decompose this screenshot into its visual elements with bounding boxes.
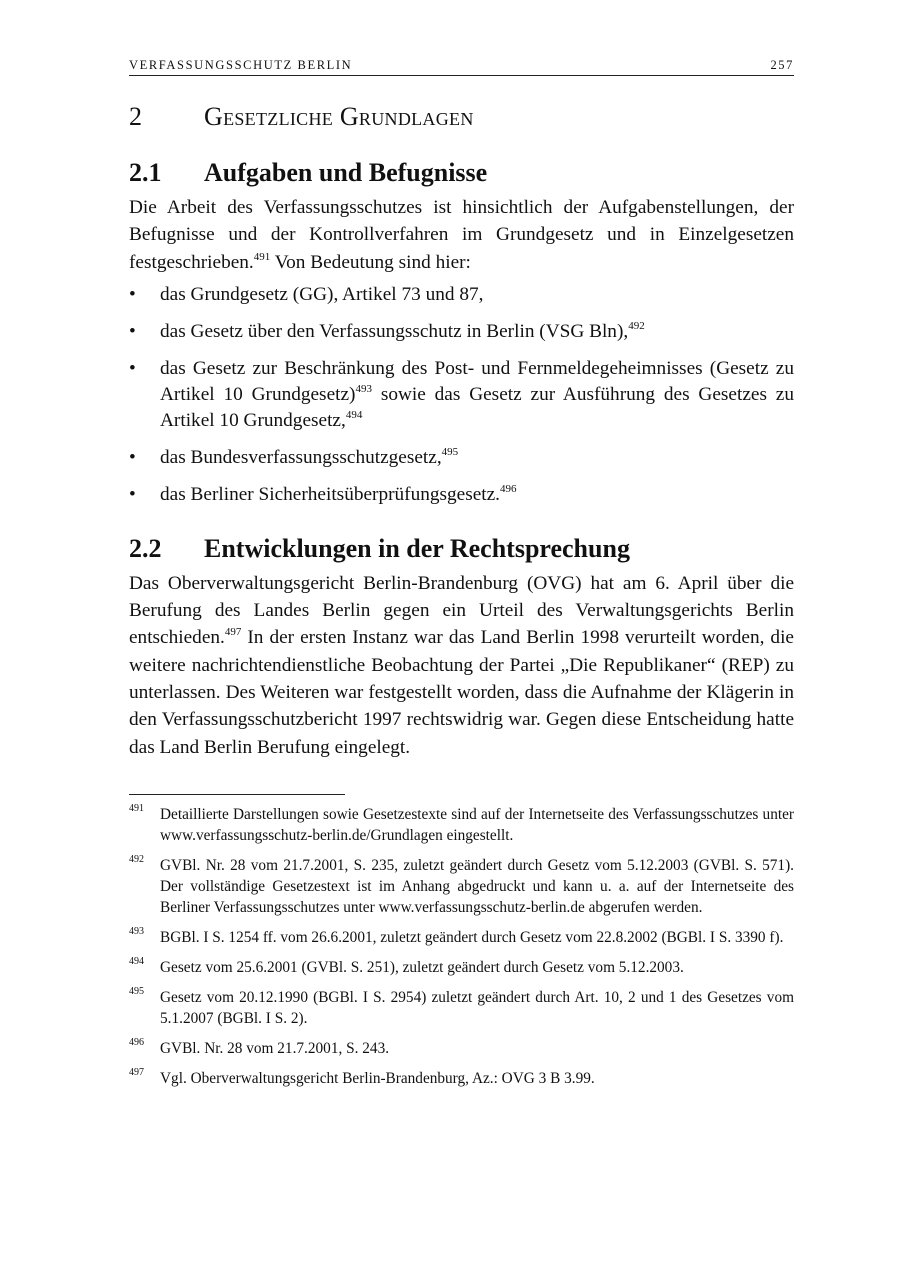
footnote xyxy=(129,927,794,948)
footnote xyxy=(129,987,794,1029)
list-item xyxy=(129,356,794,434)
footnote-ref[interactable]: 493 xyxy=(355,382,372,395)
section-number: 2.2 xyxy=(129,533,162,563)
bullet-icon: • xyxy=(129,283,136,305)
footnote xyxy=(129,957,794,978)
footnote-text: GVBl. Nr. 28 vom 21.7.2001, S. 235, zuletzt geändert durch Gesetz vom 5.12.2003 (GVBl. S. 571). Der vollständige Gesetzestext ist im Anhang abgedruckt und kann u. a. auf der Internetseite des Berliner Verfassungsschutzes unter www.verfassungsschutz-berlin.de abgerufen werden. xyxy=(160,856,794,916)
law-list xyxy=(129,282,794,508)
footnote-ref[interactable]: 494 xyxy=(345,408,363,421)
footnotes xyxy=(129,804,794,1089)
section-title: Entwicklungen in der Rechtsprechung xyxy=(204,533,630,563)
footnote-number: 496 xyxy=(129,1036,144,1048)
footnote-text: Vgl. Oberverwaltungsgericht Berlin-Brandenburg, Az.: OVG 3 B 3.99. xyxy=(160,1069,595,1087)
paragraph-text: Die Arbeit des Verfassungsschutzes ist hinsichtlich der Aufgabenstellungen, der Befugnisse und der Kontrollverfahren im Grundgesetz und in Einzelgesetzen festgeschrieben. xyxy=(129,197,794,273)
paragraph-text: Von Bedeutung sind hier: xyxy=(270,251,471,273)
paragraph-text: In der ersten Instanz war das Land Berlin 1998 verurteilt worden, die weitere nachrichtendienstliche Beobachtung der Partei „Die Republikaner“ (REP) zu unterlassen. Des Weiteren war festgestellt worden, dass die Aufnahme der Klägerin in den Verfassungsschutzbericht 1997 rechtswidrig war. Gegen diese Entscheidung hatte das Land Berlin Berufung eingelegt. xyxy=(129,627,794,758)
footnote-text: Detaillierte Darstellungen sowie Gesetzestexte sind auf der Internetseite des Verfassungsschutzes unter www.verfassungsschutz-berlin.de/Grundlagen eingestellt. xyxy=(160,805,794,844)
list-item-text: das Berliner Sicherheitsüberprüfungsgesetz. xyxy=(160,483,500,505)
section-heading-2 xyxy=(129,534,794,564)
footnote xyxy=(129,855,794,918)
bullet-icon: • xyxy=(129,320,136,342)
list-item-text: das Gesetz über den Verfassungsschutz in Berlin (VSG Bln), xyxy=(160,320,629,342)
section-1-paragraph xyxy=(129,194,794,276)
document-page xyxy=(129,58,794,1089)
list-item xyxy=(129,282,794,308)
running-title: VERFASSUNGSSCHUTZ BERLIN xyxy=(129,58,353,72)
list-item-text: das Grundgesetz (GG), Artikel 73 und 87, xyxy=(160,283,484,305)
footnote-ref[interactable]: 495 xyxy=(441,445,459,458)
footnote-number: 494 xyxy=(129,955,144,967)
section-title: Aufgaben und Befugnisse xyxy=(204,158,488,187)
chapter-title: Gesetzliche Grundlagen xyxy=(204,102,474,131)
paragraph-text: Das Oberverwaltungsgericht Berlin-Brandenburg (OVG) hat am 6. April über die Berufung des Landes Berlin gegen ein Urteil des Verwaltungsgerichts Berlin entschieden. xyxy=(129,572,794,649)
chapter-number: 2 xyxy=(129,102,142,131)
list-item xyxy=(129,482,794,508)
section-2-paragraph xyxy=(129,570,794,761)
footnote xyxy=(129,1068,794,1089)
footnote-number: 495 xyxy=(129,985,144,997)
bullet-icon: • xyxy=(129,446,136,468)
footnote-text: Gesetz vom 25.6.2001 (GVBl. S. 251), zuletzt geändert durch Gesetz vom 5.12.2003. xyxy=(160,958,684,976)
running-header xyxy=(129,58,794,76)
list-item xyxy=(129,319,794,345)
bullet-icon: • xyxy=(129,357,136,379)
chapter-heading xyxy=(129,102,794,132)
footnote-ref[interactable]: 491 xyxy=(253,250,271,263)
footnote-ref[interactable]: 497 xyxy=(224,626,242,639)
footnote xyxy=(129,1038,794,1059)
bullet-icon: • xyxy=(129,483,136,505)
section-number: 2.1 xyxy=(129,158,162,187)
page-number: 257 xyxy=(770,58,794,72)
list-item-text: sowie das Gesetz zur Ausführung des Gesetzes zu Artikel 10 Grundgesetz, xyxy=(160,383,795,431)
footnote-number: 491 xyxy=(129,802,144,814)
footnote-number: 497 xyxy=(129,1066,144,1078)
footnote-number: 492 xyxy=(129,853,144,865)
footnote-divider xyxy=(129,794,345,795)
footnote xyxy=(129,804,794,846)
footnote-text: Gesetz vom 20.12.1990 (BGBl. I S. 2954) zuletzt geändert durch Art. 10, 2 und 1 des Gesetzes vom 5.1.2007 (BGBl. I S. 2). xyxy=(160,988,794,1027)
footnote-text: GVBl. Nr. 28 vom 21.7.2001, S. 243. xyxy=(160,1039,390,1057)
section-heading-1 xyxy=(129,158,794,188)
list-item xyxy=(129,445,794,471)
footnote-number: 493 xyxy=(129,925,144,937)
list-item-text: das Bundesverfassungsschutzgesetz, xyxy=(160,446,442,468)
footnote-text: BGBl. I S. 1254 ff. vom 26.6.2001, zuletzt geändert durch Gesetz vom 22.8.2002 (BGBl. I S. 3390 f). xyxy=(160,928,784,946)
footnote-ref[interactable]: 492 xyxy=(628,319,645,332)
footnote-ref[interactable]: 496 xyxy=(500,482,517,495)
list-item-text: das Gesetz zur Beschränkung des Post- und Fernmeldegeheimnisses (Gesetz zu Artikel 10 Grundgesetz) xyxy=(160,357,794,405)
